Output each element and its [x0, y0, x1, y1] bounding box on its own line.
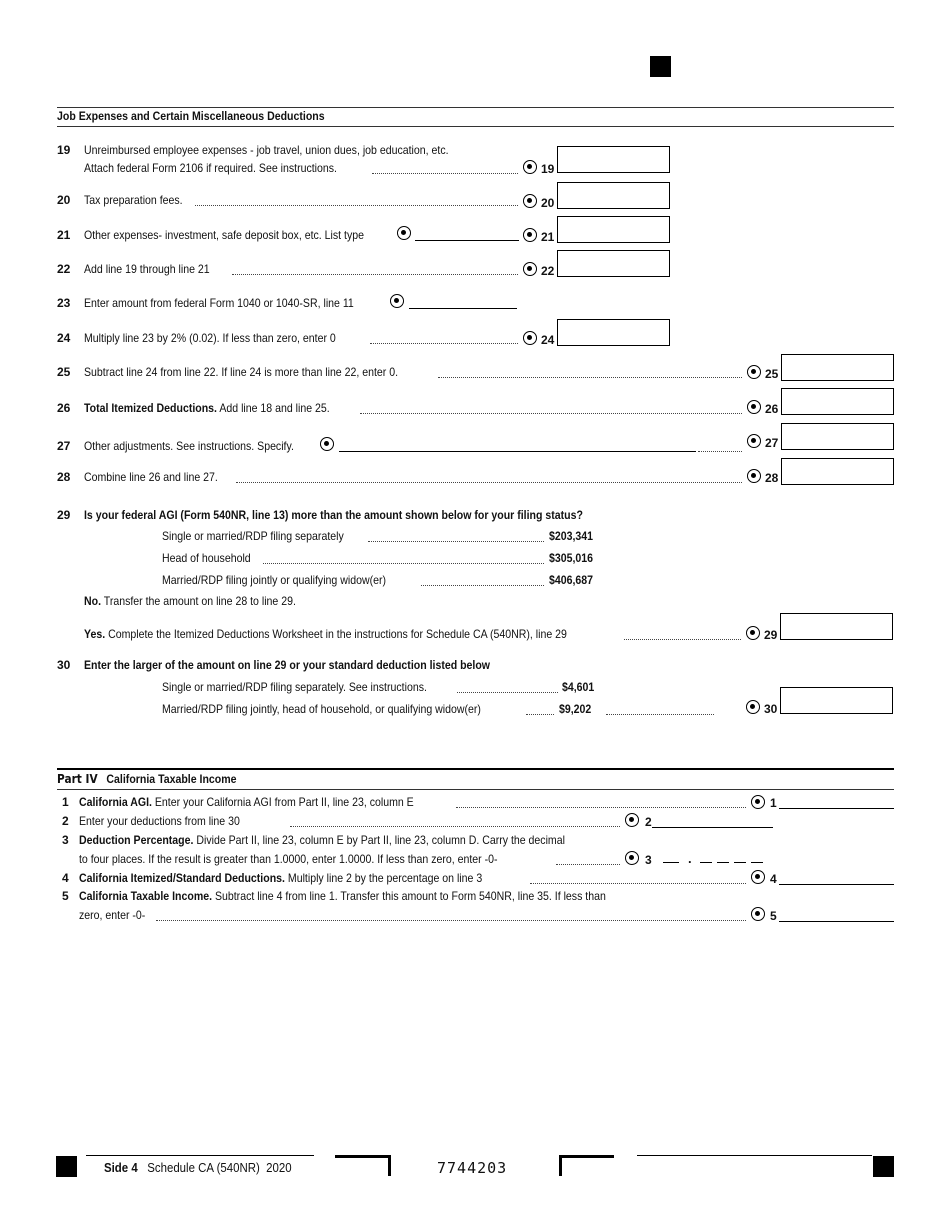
line-number: 5 [62, 889, 69, 903]
p4-line-4-input[interactable] [779, 884, 894, 885]
line-ref: 24 [541, 333, 555, 347]
line-number: 27 [57, 439, 71, 453]
p4-line-4-text [79, 871, 482, 885]
std-mfj-label: Married/RDP filing jointly, head of household, or qualifying widow(er) [162, 702, 481, 716]
target-icon [751, 907, 765, 921]
line-22-amount-input[interactable] [557, 250, 670, 277]
p4-line-1-text [79, 795, 414, 809]
line-29-yes [84, 627, 567, 641]
line-ref: 29 [764, 628, 778, 642]
std-single-amount: $4,601 [562, 680, 595, 694]
target-icon [397, 226, 411, 240]
line-26-amount-input[interactable] [781, 388, 894, 415]
footer-bracket-right [559, 1155, 614, 1176]
part4-heading [57, 772, 237, 786]
p4-line-3-text-b: to four places. If the result is greater than 1.0000, enter 1.0000. If less than zero, enter -0- [79, 852, 498, 866]
p4-line-3-rest: Divide Part II, line 23, column E by Part II, line 23, column D. Carry the decimal [193, 833, 565, 847]
dot-leader [456, 796, 746, 808]
p4-line-3-text [79, 833, 565, 847]
line-ref: 28 [765, 471, 779, 485]
part4-rule-bottom [57, 789, 894, 790]
target-icon [751, 870, 765, 884]
target-icon [747, 434, 761, 448]
yes-text: Complete the Itemized Deductions Worksheet in the instructions for Schedule CA (540NR), line 29 [105, 627, 567, 641]
p4-line-5-input[interactable] [779, 921, 894, 922]
line-ref: 20 [541, 196, 555, 210]
dot-leader [236, 471, 742, 483]
line-26-text [84, 401, 330, 415]
line-ref: 21 [541, 230, 555, 244]
dot-leader [624, 628, 741, 640]
line-number: 28 [57, 470, 71, 484]
line-ref: 3 [645, 853, 652, 867]
p4-line-5-bold: California Taxable Income. [79, 889, 213, 903]
line-ref: 30 [764, 702, 778, 716]
dot-leader [606, 703, 714, 715]
status-mfj-amount: $406,687 [549, 573, 594, 587]
target-icon [523, 262, 537, 276]
dot-leader [526, 703, 554, 715]
line-number: 3 [62, 833, 69, 847]
line-24-text: Multiply line 23 by 2% (0.02). If less than zero, enter 0 [84, 331, 336, 345]
line-25-text: Subtract line 24 from line 22. If line 24 is more than line 22, enter 0. [84, 365, 399, 379]
line-28-amount-input[interactable] [781, 458, 894, 485]
std-single-label: Single or married/RDP filing separately. See instructions. [162, 680, 427, 694]
target-icon [523, 194, 537, 208]
line-24-amount-input[interactable] [557, 319, 670, 346]
line-19-text-b: Attach federal Form 2106 if required. See instructions. [84, 161, 337, 175]
target-icon [523, 228, 537, 242]
line-27-amount-input[interactable] [781, 423, 894, 450]
line-21-type-input[interactable] [415, 240, 519, 241]
line-number: 19 [57, 143, 71, 157]
footer-side: Side 4 [104, 1160, 138, 1175]
line-23-text: Enter amount from federal Form 1040 or 1040-SR, line 11 [84, 296, 354, 310]
part4-title: California Taxable Income [106, 772, 237, 786]
target-icon [523, 331, 537, 345]
status-single-label: Single or married/RDP filing separately [162, 529, 344, 543]
p4-line-3-decimal-input[interactable] [751, 862, 763, 863]
line-19-text-a: Unreimbursed employee expenses - job travel, union dues, job education, etc. [84, 143, 449, 157]
no-text: Transfer the amount on line 28 to line 29. [101, 594, 296, 608]
footer-bracket-left [335, 1155, 391, 1176]
line-25-amount-input[interactable] [781, 354, 894, 381]
line-22-text: Add line 19 through line 21 [84, 262, 210, 276]
target-icon [747, 365, 761, 379]
line-number: 23 [57, 296, 71, 310]
footer-rule-right [637, 1155, 872, 1156]
line-ref: 25 [765, 367, 779, 381]
line-27-specify-input[interactable] [339, 451, 696, 452]
dot-leader [370, 332, 518, 344]
line-28-text: Combine line 26 and line 27. [84, 470, 218, 484]
footer-form-label [104, 1161, 292, 1175]
line-number: 1 [62, 795, 69, 809]
footer-rule-left [86, 1155, 314, 1156]
dot-leader [372, 162, 518, 174]
line-number: 21 [57, 228, 71, 242]
target-icon [320, 437, 334, 451]
p4-line-3-bold: Deduction Percentage. [79, 833, 194, 847]
target-icon [523, 160, 537, 174]
status-mfj-label: Married/RDP filing jointly or qualifying widow(er) [162, 573, 387, 587]
status-hoh-label: Head of household [162, 551, 251, 565]
line-number: 26 [57, 401, 71, 415]
line-ref: 2 [645, 815, 652, 829]
decimal-point: . [688, 851, 692, 866]
dot-leader [457, 681, 558, 693]
line-29-amount-input[interactable] [780, 613, 893, 640]
part4-rule-top [57, 768, 894, 770]
section-title-job-expenses: Job Expenses and Certain Miscellaneous Deductions [57, 109, 325, 123]
dot-leader [438, 366, 742, 378]
dot-leader [368, 530, 544, 542]
p4-line-3-digit-input[interactable] [663, 862, 679, 863]
footer-year: 2020 [266, 1160, 292, 1175]
status-hoh-amount: $305,016 [549, 551, 594, 565]
line-ref: 26 [765, 402, 779, 416]
line-number: 4 [62, 871, 69, 885]
p4-line-3-decimal-input[interactable] [717, 862, 729, 863]
line-number: 22 [57, 262, 71, 276]
p4-line-4-rest: Multiply line 2 by the percentage on line 3 [284, 871, 483, 885]
line-number: 29 [57, 508, 71, 522]
p4-line-5-rest: Subtract line 4 from line 1. Transfer this amount to Form 540NR, line 35. If less than [212, 889, 606, 903]
line-20-text: Tax preparation fees. [84, 193, 183, 207]
line-number: 25 [57, 365, 71, 379]
line-number: 20 [57, 193, 71, 207]
p4-line-2-input[interactable] [652, 827, 773, 828]
line-26-bold: Total Itemized Deductions. [84, 401, 217, 415]
line-ref: 19 [541, 162, 555, 176]
line-ref: 27 [765, 436, 779, 450]
line-ref: 4 [770, 872, 777, 886]
line-21-amount-input[interactable] [557, 216, 670, 243]
target-icon [747, 469, 761, 483]
line-29-question: Is your federal AGI (Form 540NR, line 13) more than the amount shown below for your filing status? [84, 508, 583, 522]
line-23-amount-input[interactable] [409, 308, 517, 309]
footer-form-code: 7744203 [437, 1159, 508, 1177]
dot-leader [195, 194, 518, 206]
line-27-text: Other adjustments. See instructions. Specify. [84, 439, 294, 453]
dot-leader [290, 815, 620, 827]
line-number: 24 [57, 331, 71, 345]
section-rule-bottom [57, 126, 894, 127]
p4-line-3-decimal-input[interactable] [734, 862, 746, 863]
footer-form: Schedule CA (540NR) [147, 1160, 260, 1175]
p4-line-1-input[interactable] [779, 808, 894, 809]
p4-line-1-rest: Enter your California AGI from Part II, line 23, column E [151, 795, 414, 809]
std-mfj-amount: $9,202 [559, 702, 592, 716]
target-icon [625, 851, 639, 865]
line-ref: 1 [770, 796, 777, 810]
line-30-heading: Enter the larger of the amount on line 29 or your standard deduction listed below [84, 658, 491, 672]
registration-mark-bottom-right [873, 1156, 894, 1177]
line-29-no [84, 594, 296, 608]
registration-mark-top [650, 56, 671, 77]
line-20-amount-input[interactable] [557, 182, 670, 209]
p4-line-4-bold: California Itemized/Standard Deductions. [79, 871, 285, 885]
line-number: 2 [62, 814, 69, 828]
target-icon [390, 294, 404, 308]
section-rule-top [57, 107, 894, 108]
dot-leader [360, 402, 742, 414]
no-bold: No. [84, 594, 102, 608]
p4-line-1-bold: California AGI. [79, 795, 152, 809]
p4-line-2-text: Enter your deductions from line 30 [79, 814, 240, 828]
target-icon [746, 700, 760, 714]
dot-leader [556, 853, 620, 865]
yes-bold: Yes. [84, 627, 106, 641]
status-single-amount: $203,341 [549, 529, 594, 543]
part4-label: Part IV [57, 772, 98, 786]
dot-leader [232, 263, 518, 275]
target-icon [747, 400, 761, 414]
line-19-amount-input[interactable] [557, 146, 670, 173]
dot-leader [263, 552, 544, 564]
target-icon [625, 813, 639, 827]
dot-leader [156, 909, 746, 921]
line-ref: 22 [541, 264, 555, 278]
line-30-amount-input[interactable] [780, 687, 893, 714]
dot-leader [530, 872, 746, 884]
registration-mark-bottom-left [56, 1156, 77, 1177]
line-21-text: Other expenses- investment, safe deposit box, etc. List type [84, 228, 364, 242]
p4-line-5-text-b: zero, enter -0- [79, 908, 146, 922]
p4-line-3-decimal-input[interactable] [700, 862, 712, 863]
line-26-rest: Add line 18 and line 25. [216, 401, 330, 415]
dot-leader [698, 440, 742, 452]
p4-line-5-text [79, 889, 606, 903]
line-ref: 5 [770, 909, 777, 923]
line-number: 30 [57, 658, 71, 672]
target-icon [751, 795, 765, 809]
dot-leader [421, 574, 544, 586]
target-icon [746, 626, 760, 640]
